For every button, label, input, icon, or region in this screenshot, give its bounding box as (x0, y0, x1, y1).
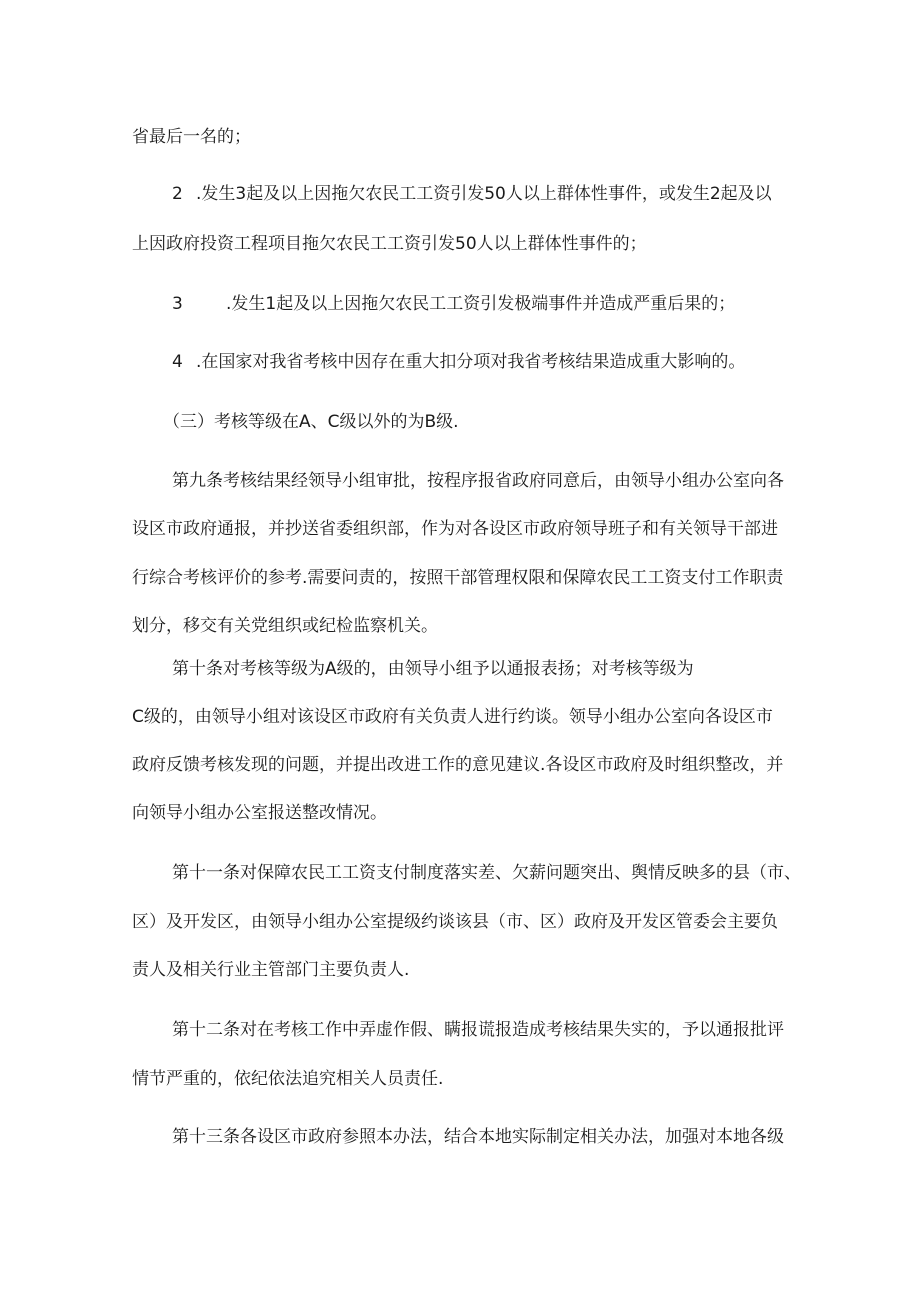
article9-line: 划分，移交有关党组织或纪检监察机关。 (132, 616, 438, 636)
article11-line: 责人及相关行业主管部门主要负责人. (132, 960, 410, 980)
item-number: 3 (172, 294, 183, 314)
clause-three: （三）考核等级在A、C级以外的为B级. (163, 412, 459, 432)
item-text-line: .发生1起及以上因拖欠农民工工资引发极端事件并造成严重后果的； (226, 294, 736, 314)
article10-line: 政府反馈考核发现的问题，并提出改进工作的意见建议.各设区市政府及时组织整改，并 (132, 755, 784, 775)
article10-line: C级的，由领导小组对该设区市政府有关负责人进行约谈。领导小组办公室向各设区市 (132, 707, 773, 727)
article12-line: 情节严重的，依纪依法追究相关人员责任. (132, 1069, 444, 1089)
continuation-line: 省最后一名的； (132, 127, 251, 147)
article9-line: 行综合考核评价的参考.需要问责的，按照干部管理权限和保障农民工工资支付工作职责 (132, 568, 784, 588)
article11-line: 第十一条对保障农民工工资支付制度落实差、欠薪问题突出、舆情反映多的县（市、 (172, 863, 801, 883)
item-number: 4 (172, 352, 183, 372)
item-text-line: 上因政府投资工程项目拖欠农民工工资引发50人以上群体性事件的； (132, 234, 647, 254)
item-text-line: .在国家对我省考核中因存在重大扣分项对我省考核结果造成重大影响的。 (196, 352, 746, 372)
article12-line: 第十二条对在考核工作中弄虚作假、瞒报谎报造成考核结果失实的，予以通报批评 (172, 1020, 784, 1040)
article9-line: 第九条考核结果经领导小组审批，按程序报省政府同意后，由领导小组办公室向各 (172, 471, 784, 491)
item-text-line: .发生3起及以上因拖欠农民工工资引发50人以上群体性事件，或发生2起及以 (196, 184, 772, 204)
article10-line: 向领导小组办公室报送整改情况。 (132, 803, 387, 823)
article10-line: 第十条对考核等级为A级的，由领导小组予以通报表扬；对考核等级为 (172, 659, 694, 679)
article13-line: 第十三条各设区市政府参照本办法，结合本地实际制定相关办法，加强对本地各级 (172, 1127, 784, 1147)
item-number: 2 (172, 184, 183, 204)
article9-line: 设区市政府通报，并抄送省委组织部，作为对各设区市政府领导班子和有关领导干部进 (132, 519, 778, 539)
article11-line: 区）及开发区，由领导小组办公室提级约谈该县（市、区）政府及开发区管委会主要负 (132, 912, 778, 932)
